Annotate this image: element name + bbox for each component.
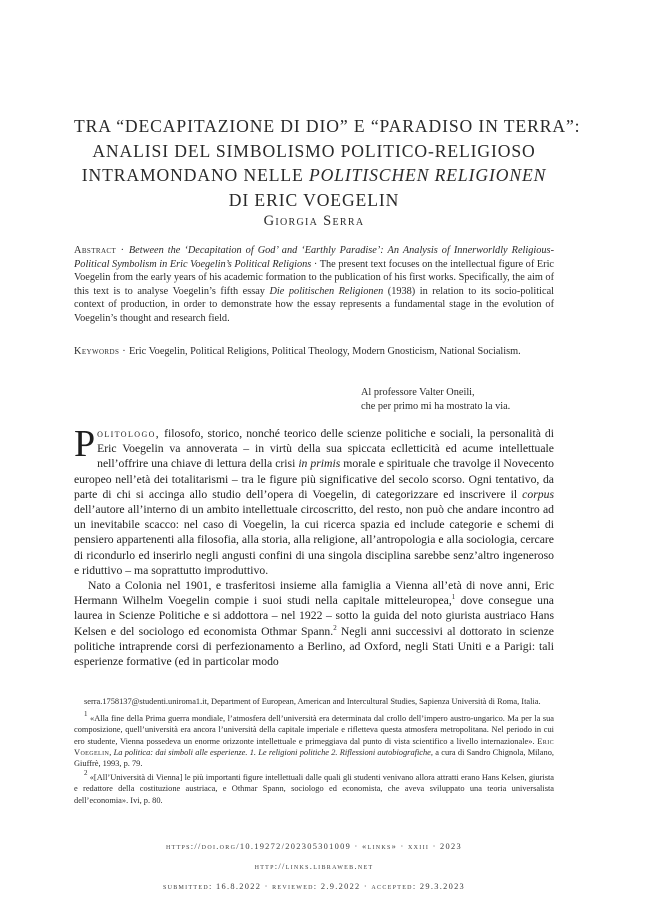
paragraph-opener: olitologo, [97,427,161,440]
abstract [74,244,554,325]
title-line-1: TRA “DECAPITAZIONE DI DIO” E “PARADISO IN TERRA”: [74,116,581,136]
footnote-text: «Alla fine della Prima guerra mondiale, l’atmosfera dell’università era determinata dal crollo dell’impero austro-ungarico. Ma per la sua composizione, quell’università era ancora l’università della capitale imperiale e rifletteva questa atmosfera metropolitana. Nel periodo in cui ero studente, Vienna possedeva un enorme orizzonte intellettuale e primeggiava dal punto di vista scientifico a livello internazionale». [74,714,554,746]
body-text: dove consegue una laurea in Scienze Politiche e si addottora – nel 1922 – sotto la guida del noto giurista austriaco Hans Kelsen e del sociologo ed economista Othmar Spann. [74,594,554,638]
body-paragraph-1 [74,423,555,578]
title-line-4: DI ERIC VOEGELIN [228,189,400,210]
abstract-text-1: · The present text focuses on the intellectual figure of Eric Voegelin from the early years of his academic formation to the publication of his first works. Specifically, the aim of this text is to analyse Voegelin’s fifth essay [74,258,554,297]
body-italic: corpus [522,487,554,501]
author-affiliation: serra.1758137@studenti.uniroma1.it, Department of European, American and Intercultural Studies, Sapienza Università di Roma, Italia. [84,697,541,706]
dedication-line-1: Al professore Valter Oneili, [361,387,475,398]
title-line-3-prefix: INTRAMONDANO NELLE [81,165,309,185]
journal-website-link[interactable]: http://links.libraweb.net [254,862,374,871]
body-text: morale e spirituale che travolge il Novecento europeo nell’età dei totalitarismi – tra le figure più significative del secolo scorso. Ogni tentativo, da parte di chi si accinga allo studio dell’opera di Voegelin, di categorizzare ed inscrivere il [74,457,555,501]
keywords [74,345,554,359]
body-text: dell’autore all’interno di un ambito intellettuale circoscritto, del resto, non può che andare incontro ad un inevitabile scacco: nel caso di Voegelin, la cui ricerca spazia ed include categorie e schemi di pensiero appartenenti alla filosofia, alla storia, alla religione, all’antropologia e alla sociologia, cercare di ricondurlo ed inserirlo negli angusti confini di una singola disciplina sarebbe senz’altro ingeneroso e riduttivo – ma soprattutto improduttivo. [74,503,554,577]
title-line-2: ANALISI DEL SIMBOLISMO POLITICO-RELIGIOSO [92,140,536,161]
footnote-2-mark: 2 [84,769,88,778]
title-line-3 [74,163,554,188]
abstract-label: Abstract · [74,245,129,256]
footnote-1 [74,710,554,769]
dedication [361,386,561,413]
footnotes [74,696,554,809]
body-paragraph-2 [74,578,554,669]
footnote-ref-2[interactable]: 2 [333,623,337,632]
footnote-2 [74,769,554,806]
keywords-label: Keywords · [74,346,130,357]
abstract-text-2: (1938) in relation to its socio-political context of production, in order to demonstrate how the essay represents a fundamental stage in the evolution of Voegelin’s thought and research field. [74,285,555,324]
body-text: Nato a Colonia nel 1901, e trasferitosi insieme alla famiglia a Vienna all’età di nove anni, Eric Hermann Wilhelm Voegelin compie i suoi studi nella capitale mitteleuropea, [74,579,554,608]
footnote-text: , [109,747,114,757]
body-text: filosofo, storico, nonché teorico delle scienze politiche e sociali, la personalità di Eric Voegelin va annoverata – in virtù della sua spiccata eclletticità ed acume intellettuale nell’offrire una chiave di lettura della crisi [97,427,554,471]
author-name: Giorgia Serra [263,213,365,229]
dedication-line-2: che per primo mi ha mostrato la via. [361,400,511,412]
body-text: Negli anni successivi al dottorato in scienze politiche intraprende corsi di perfezionamento a Berlino, ad Oxford, negli Stati Uniti e a Parigi: tali esperienze formative (ed in particolar modo [74,624,554,669]
doi-link[interactable]: https://doi.org/10.19272/202305301009 · «links» · xxiii · 2023 [165,842,463,851]
article-title [74,114,581,212]
submission-dates: submitted: 16.8.2022 · reviewed: 2.9.2022 · accepted: 29.3.2023 [162,882,466,891]
abstract-english-title: Between the ‘Decapitation of God’ and ‘Earthly Paradise’: An Analysis of Innerworldly Religious-Political Symbolism in Eric Voegelin’s Political Religions [74,245,554,270]
drop-cap: P [74,423,96,465]
keywords-list: Eric Voegelin, Political Religions, Political Theology, Modern Gnosticism, National Socialism. [129,346,521,357]
footnote-ref-1[interactable]: 1 [451,593,456,602]
footnote-text: , a cura di Sandro Chignola, Milano, Giuffrè, 1993, p. 79. [74,747,554,769]
footnote-cited-title: La politica: dai simboli alle esperienze. 1. Le religioni politiche 2. Riflessioni autobiografiche [113,747,431,757]
body-italic: in primis [298,457,341,471]
footnote-cited-author: Eric Voegelin [74,736,554,757]
footnote-text: «[All’Università di Vienna] le più importanti figure intellettuali dalle quali gli studenti venivano allora attratti erano Hans Kelsen, giurista e redattore della costituzione austriaca, e Othmar Spann, sociologo ed economista, che aveva sviluppato una teoria universalista dell’economia». Ivi, p. 80. [74,773,554,805]
abstract-work-title: Die politischen Religionen [269,285,384,297]
footnote-1-mark: 1 [84,710,88,719]
title-work-italic: POLITISCHEN RELIGIONEN [308,165,547,185]
article-body [74,423,555,669]
